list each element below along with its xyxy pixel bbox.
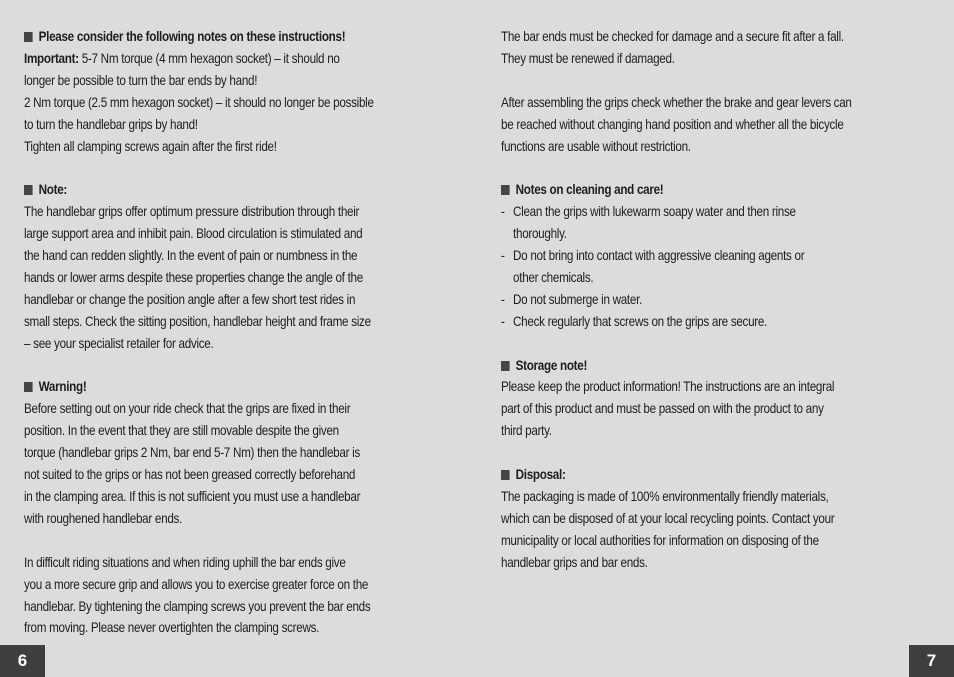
heading-text: Note: <box>38 182 67 198</box>
text-line: In difficult riding situations and when riding uphill the bar ends give <box>24 554 346 570</box>
heading-text: Storage note! <box>515 357 588 373</box>
text-line: the hand can redden slightly. In the event of pain or numbness in the <box>24 248 358 264</box>
text-line: Clean the grips with lukewarm soapy water and then rinse <box>513 204 796 220</box>
text-line: Before setting out on your ride check that the grips are fixed in their <box>24 401 351 417</box>
text-line: third party. <box>501 423 552 439</box>
instructions-notes-heading <box>24 26 454 48</box>
square-bullet-icon <box>24 382 33 392</box>
important-label: Important: <box>24 50 79 66</box>
square-bullet-icon <box>501 185 510 195</box>
text-line: large support area and inhibit pain. Blood circulation is stimulated and <box>24 226 363 242</box>
text-line: handlebar. By tightening the clamping screws you prevent the bar ends <box>24 598 371 614</box>
list-item <box>501 245 935 289</box>
dash-bullet: - <box>501 248 505 264</box>
text-line: handlebar or change the position angle after a few short test rides in <box>24 291 356 307</box>
text-line: – see your specialist retailer for advice. <box>24 335 214 351</box>
heading-text: Disposal: <box>515 467 566 483</box>
important-line <box>24 48 454 70</box>
text-line: thoroughly. <box>513 226 567 242</box>
text-line: from moving. Please never overtighten the clamping screws. <box>24 620 320 636</box>
heading-text: Please consider the following notes on these instructions! <box>38 29 346 44</box>
dash-bullet: - <box>501 291 505 307</box>
square-bullet-icon <box>501 361 510 371</box>
dash-bullet: - <box>501 204 505 220</box>
text-line: Check regularly that screws on the grips are secure. <box>513 313 768 329</box>
heading-text: Notes on cleaning and care! <box>515 182 664 198</box>
text-line: position. In the event that they are still movable despite the given <box>24 423 339 439</box>
text-line: handlebar grips and bar ends. <box>501 554 648 570</box>
note-heading <box>24 179 454 201</box>
text-line: small steps. Check the sitting position, handlebar height and frame size <box>24 313 371 329</box>
list-item <box>501 289 935 311</box>
text-line: you a more secure grip and allows you to exercise greater force on the <box>24 576 369 592</box>
heading-text: Warning! <box>38 379 87 395</box>
text-line: not suited to the grips or has not been greased correctly beforehand <box>24 467 356 483</box>
page-number-right: 7 <box>909 645 954 677</box>
list-item <box>501 311 935 333</box>
text-line: with roughened handlebar ends. <box>24 510 183 526</box>
text-line: part of this product and must be passed on with the product to any <box>501 401 824 417</box>
square-bullet-icon <box>24 32 33 42</box>
text-line: 2 Nm torque (2.5 mm hexagon socket) – it should no longer be possible <box>24 94 374 110</box>
text-line: in the clamping area. If this is not sufficient you must use a handlebar <box>24 489 361 504</box>
cleaning-heading <box>501 179 935 201</box>
text-line: The packaging is made of 100% environmentally friendly materials, <box>501 488 829 504</box>
dash-bullet: - <box>501 313 505 329</box>
storage-heading <box>501 355 935 377</box>
text-line: Do not submerge in water. <box>513 291 642 307</box>
warning-heading <box>24 376 454 398</box>
text-line: functions are usable without restriction. <box>501 138 691 154</box>
list-item <box>501 201 935 245</box>
text-line: After assembling the grips check whether the brake and gear levers can <box>501 94 852 110</box>
left-page-column <box>24 26 454 639</box>
text-line: which can be disposed of at your local recycling points. Contact your <box>501 510 835 526</box>
text-line: The handlebar grips offer optimum pressure distribution through their <box>24 204 360 220</box>
text-line: They must be renewed if damaged. <box>501 50 675 66</box>
text-line: torque (handlebar grips 2 Nm, bar end 5-7 Nm) then the handlebar is <box>24 445 360 461</box>
square-bullet-icon <box>24 185 33 195</box>
text-line: to turn the handlebar grips by hand! <box>24 116 198 132</box>
square-bullet-icon <box>501 470 510 480</box>
text-line: Do not bring into contact with aggressive cleaning agents or <box>513 248 805 264</box>
text-line: The bar ends must be checked for damage and a secure fit after a fall. <box>501 29 844 44</box>
text-line: be reached without changing hand position and whether all the bicycle <box>501 116 844 132</box>
page-number-left: 6 <box>0 645 45 677</box>
text-line: Tighten all clamping screws again after the first ride! <box>24 138 277 154</box>
text-line: longer be possible to turn the bar ends by hand! <box>24 72 258 88</box>
important-text: 5-7 Nm torque (4 mm hexagon socket) – it should no <box>78 50 340 66</box>
text-line: other chemicals. <box>513 269 594 285</box>
text-line: Please keep the product information! The instructions are an integral <box>501 379 835 395</box>
text-line: municipality or local authorities for information on disposing of the <box>501 532 819 548</box>
disposal-heading <box>501 464 935 486</box>
right-page-column <box>501 26 935 574</box>
text-line: hands or lower arms despite these properties change the angle of the <box>24 269 363 285</box>
